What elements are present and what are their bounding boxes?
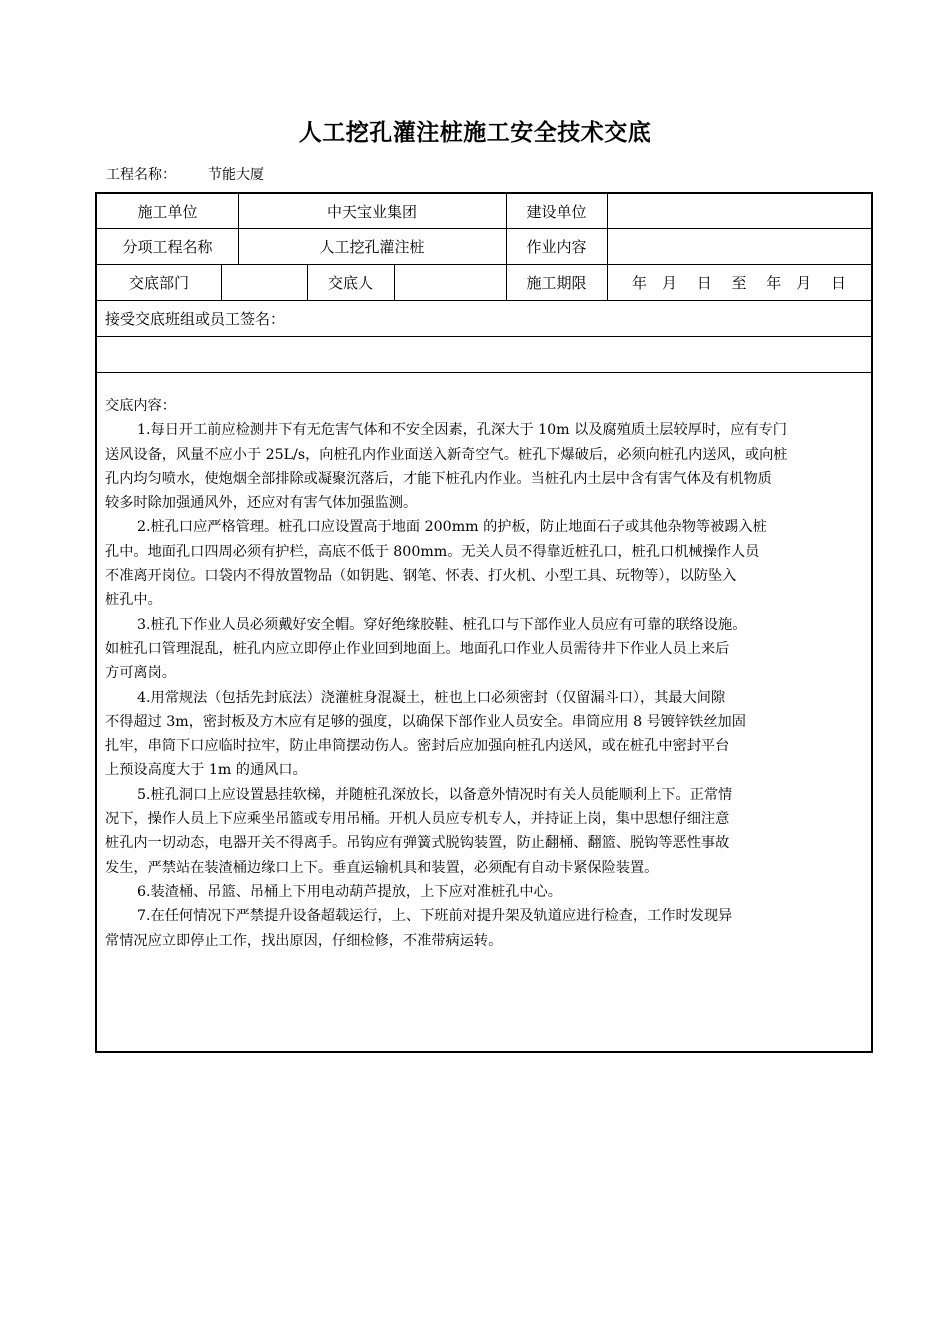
sub-project-value[interactable]: 人工挖孔灌注桩 <box>319 237 425 256</box>
construction-unit-value[interactable]: 中天宝业集团 <box>326 202 417 221</box>
work-content-label: 作业内容 <box>526 237 587 256</box>
construction-unit-label: 施工单位 <box>137 202 198 221</box>
owner-unit-label: 建设单位 <box>526 202 587 221</box>
construction-period-value[interactable]: 年 月 日 至 年 月 日 <box>631 273 847 292</box>
discloser-value[interactable] <box>394 264 506 300</box>
content-line: 送风设备，风量不应小于 25L/s，向桩孔内作业面送入新奇空气。桩孔下爆破后，必须向桩孔内送风，或向桩 <box>105 446 788 463</box>
disclosure-content <box>105 394 865 953</box>
content-line: 较多时除加强通风外，还应对有害气体加强监测。 <box>105 495 418 512</box>
content-line: 不准离开岗位。口袋内不得放置物品（如钥匙、钢笔、怀表、打火机、小型工具、玩物等），以防坠入 <box>105 568 737 585</box>
content-line: 上预设高度大于 1m 的通风口。 <box>105 762 307 779</box>
content-line: 6.装渣桶、吊篮、吊桶上下用电动葫芦提放，上下应对准桩孔中心。 <box>137 883 562 900</box>
sub-project-label: 分项工程名称 <box>122 237 213 256</box>
disclosure-dept-value[interactable] <box>221 264 307 300</box>
project-name-value: 节能大厦 <box>208 167 264 183</box>
document-title: 人工挖孔灌注桩施工安全技术交底 <box>298 120 652 146</box>
disclosure-form-table <box>95 192 873 1053</box>
project-name-label: 工程名称： <box>106 167 176 183</box>
content-line: 方可离岗。 <box>105 665 176 682</box>
signature-label: 接受交底班组或员工签名： <box>105 309 286 328</box>
content-line: 1.每日开工前应检测井下有无危害气体和不安全因素，孔深大于 10m 以及腐殖质土层较厚时，应有专门 <box>137 422 787 439</box>
content-line: 桩孔中。 <box>105 592 162 609</box>
disclosure-dept-label: 交底部门 <box>128 273 189 292</box>
content-paragraphs <box>105 418 865 953</box>
discloser-label: 交底人 <box>327 273 373 292</box>
content-line: 4.用常规法（包括先封底法）浇灌桩身混凝土，桩也上口必须密封（仅留漏斗口），其最大间隙 <box>137 689 726 706</box>
content-line: 如桩孔口管理混乱，桩孔内应立即停止作业回到地面上。地面孔口作业人员需待井下作业人员上来后 <box>105 640 730 657</box>
content-line: 2.桩孔口应严格管理。桩孔口应设置高于地面 200mm 的护板，防止地面石子或其他杂物等被踢入桩 <box>137 519 767 536</box>
content-line: 扎牢，串筒下口应临时拉牢，防止串筒摆动伤人。密封后应加强向桩孔内送风，或在桩孔中密封平台 <box>105 738 730 755</box>
construction-period-label: 施工期限 <box>526 273 587 292</box>
row-divider <box>97 372 871 373</box>
content-line: 孔中。地面孔口四周必须有护栏，高底不低于 800mm。无关人员不得靠近桩孔口，桩孔口机械操作人员 <box>105 543 760 560</box>
owner-unit-value[interactable] <box>607 194 871 228</box>
content-line: 5.桩孔洞口上应设置悬挂软梯，并随桩孔深放长，以备意外情况时有关人员能顺利上下。正常情 <box>137 786 733 803</box>
signature-area[interactable] <box>97 336 871 372</box>
content-label: 交底内容： <box>105 398 176 414</box>
content-line: 3.桩孔下作业人员必须戴好安全帽。穿好绝缘胶鞋、桩孔口与下部作业人员应有可靠的联络设施。 <box>137 616 747 633</box>
content-line: 不得超过 3m，密封板及方木应有足够的强度，以确保下部作业人员安全。串筒应用 8 号镀锌铁丝加固 <box>105 713 746 730</box>
content-line: 常情况应立即停止工作，找出原因，仔细检修，不准带病运转。 <box>105 932 503 949</box>
content-line: 7.在任何情况下严禁提升设备超载运行，上、下班前对提升架及轨道应进行检查，工作时发现异 <box>137 908 733 925</box>
content-line: 况下，操作人员上下应乘坐吊篮或专用吊桶。开机人员应专机专人，并持证上岗，集中思想仔细注意 <box>105 811 730 828</box>
content-line: 桩孔内一切动态，电器开关不得离手。吊钩应有弹簧式脱钩装置，防止翻桶、翻篮、脱钩等恶性事故 <box>105 835 730 852</box>
content-line: 孔内均匀喷水，使炮烟全部排除或凝聚沉落后，才能下桩孔内作业。当桩孔内土层中含有害气体及有机物质 <box>105 470 772 487</box>
project-name-line <box>106 164 264 184</box>
content-line: 发生，严禁站在装渣桶边缘口上下。垂直运输机具和装置，必须配有自动卡紧保险装置。 <box>105 859 659 876</box>
work-content-value[interactable] <box>607 228 871 264</box>
